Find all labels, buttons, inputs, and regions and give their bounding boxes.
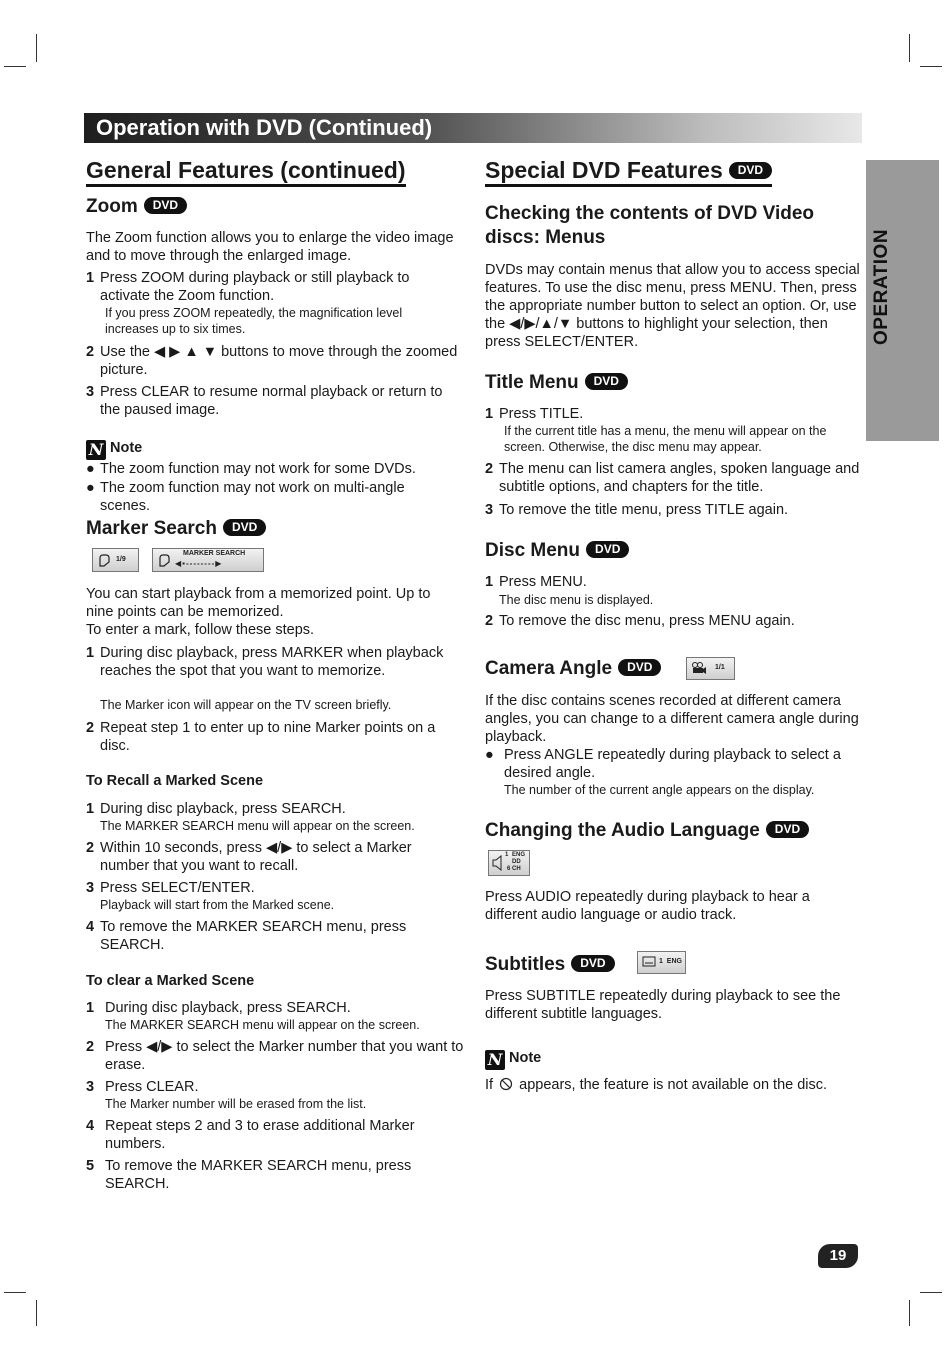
page-number: 19	[818, 1244, 858, 1268]
list-item	[86, 839, 464, 875]
step-number: 2	[86, 344, 95, 360]
camera-angle-heading	[485, 657, 661, 681]
marker-search-osd	[152, 548, 264, 572]
step-text: To remove the MARKER SEARCH menu, press SEARCH.	[100, 919, 407, 953]
list-item	[485, 573, 861, 591]
clear-heading: To clear a Marked Scene	[86, 973, 255, 989]
prohibited-icon	[499, 1077, 513, 1091]
special-features-title: Special DVD Features	[485, 157, 723, 183]
step-number: 1	[485, 574, 494, 590]
list-item	[86, 644, 458, 680]
dvd-badge: DVD	[618, 659, 661, 676]
step-text: Press ZOOM during playback or still playback to activate the Zoom function.	[100, 270, 410, 304]
dvd-badge: DVD	[585, 373, 628, 390]
zoom-intro: The Zoom function allows you to enlarge the video image and to move through the enlarged image.	[86, 230, 454, 264]
step-number: 4	[86, 919, 95, 935]
note-label: Note	[509, 1050, 542, 1066]
audio-language: ENG	[512, 852, 526, 858]
step-number: 2	[86, 720, 95, 736]
list-item	[86, 1157, 458, 1193]
crop-mark	[4, 66, 26, 67]
dvd-badge: DVD	[571, 955, 614, 972]
bullet-text: Press ANGLE repeatedly during playback to select a desired angle.	[504, 747, 841, 781]
step-subtext: If you press ZOOM repeatedly, the magnification level increases up to six times.	[105, 306, 403, 336]
step-number: 1	[86, 1000, 95, 1016]
step-subtext: The Marker number will be erased from the list.	[105, 1097, 367, 1111]
angle-count: 1/1	[715, 664, 725, 671]
step-text: During disc playback, press SEARCH.	[105, 1000, 351, 1016]
section-tab-label: OPERATION	[871, 228, 892, 345]
step-text: During disc playback, press MARKER when playback reaches the spot that you want to memorize.	[100, 645, 444, 679]
note-icon: N	[485, 1050, 505, 1070]
note-suffix: appears, the feature is not available on the disc.	[519, 1077, 828, 1093]
disc-menu-heading	[485, 539, 629, 563]
marker-count: 1/9	[116, 556, 126, 563]
audio-text: Press AUDIO repeatedly during playback to hear a different audio language or audio track.	[485, 889, 810, 923]
audio-heading	[485, 819, 809, 843]
menus-heading: Checking the contents of DVD Video discs: Menus	[485, 203, 815, 248]
step-number: 1	[86, 801, 95, 817]
title-menu-heading	[485, 371, 628, 395]
audio-track-number: 1	[505, 852, 509, 858]
step-text: To remove the disc menu, press MENU again.	[499, 613, 795, 629]
list-item	[86, 460, 458, 478]
marker-hand-icon	[157, 552, 171, 568]
crop-mark	[909, 1300, 910, 1326]
step-text: Press SELECT/ENTER.	[100, 880, 255, 896]
step-number: 3	[86, 384, 95, 400]
list-item	[485, 612, 861, 630]
step-number: 2	[485, 461, 494, 477]
step-text: During disc playback, press SEARCH.	[100, 801, 346, 817]
menus-text: DVDs may contain menus that allow you to access special features. To use the disc menu, press MENU. Then, press the appropriate number button to select an option. Or, use the ◀/▶/▲/▼ buttons to highlight your selection, then press SELECT/ENTER.	[485, 262, 860, 350]
step-text: Repeat steps 2 and 3 to erase additional Marker numbers.	[105, 1118, 415, 1152]
note-heading	[86, 439, 142, 460]
step-number: 1	[485, 406, 494, 422]
subtitle-osd	[637, 951, 686, 974]
note-prefix: If	[485, 1077, 494, 1093]
step-number: 3	[485, 502, 494, 518]
page-title: Operation with DVD (Continued)	[96, 115, 433, 140]
step-text: Repeat step 1 to enter up to nine Marker points on a disc.	[100, 720, 436, 754]
step-text: Use the ◀ ▶ ▲ ▼ buttons to move through the zoomed picture.	[100, 344, 458, 378]
list-item	[485, 460, 861, 496]
zoom-heading	[86, 195, 187, 219]
audio-osd	[488, 850, 530, 876]
title-menu-title: Title Menu	[485, 372, 579, 393]
marker-search-heading	[86, 517, 266, 541]
dvd-badge: DVD	[223, 519, 266, 536]
step-text: Press CLEAR to resume normal playback or return to the paused image.	[100, 384, 443, 418]
list-item	[86, 999, 464, 1017]
angle-osd	[686, 657, 735, 680]
audio-title: Changing the Audio Language	[485, 820, 760, 841]
step-text: Press MENU.	[499, 574, 587, 590]
step-subtext: The MARKER SEARCH menu will appear on the screen.	[105, 1018, 420, 1032]
subtitle-language: 1 ENG	[659, 958, 682, 965]
speaker-icon	[492, 855, 504, 871]
list-item	[86, 343, 458, 379]
list-item	[86, 918, 458, 954]
audio-format: DD	[512, 859, 521, 865]
recall-heading: To Recall a Marked Scene	[86, 773, 264, 789]
list-item	[485, 746, 861, 782]
list-item	[485, 501, 861, 519]
note-label: Note	[110, 440, 143, 456]
subtitles-text: Press SUBTITLE repeatedly during playback to see the different subtitle languages.	[485, 988, 841, 1022]
marker-intro: You can start playback from a memorized point. Up to nine points can be memorized.	[86, 586, 431, 620]
list-item	[86, 800, 458, 818]
disc-menu-title: Disc Menu	[485, 540, 581, 561]
dvd-badge: DVD	[586, 541, 629, 558]
marker-search-title: Marker Search	[86, 518, 217, 539]
step-text: Press TITLE.	[499, 406, 584, 422]
step-text: Press ◀/▶ to select the Marker number that you want to erase.	[105, 1039, 464, 1073]
crop-mark	[920, 1292, 942, 1293]
bullet-subtext: The number of the current angle appears on the display.	[504, 783, 815, 797]
bullet-icon: ●	[86, 480, 95, 496]
list-item	[86, 479, 458, 515]
crop-mark	[36, 1300, 37, 1326]
camera-icon	[691, 661, 707, 675]
section-heading	[485, 156, 772, 187]
step-number: 1	[86, 270, 95, 286]
step-text: To remove the title menu, press TITLE again.	[499, 502, 789, 518]
step-subtext: If the current title has a menu, the menu will appear on the screen. Otherwise, the disc menu may appear.	[504, 424, 827, 454]
note-text	[485, 1076, 861, 1094]
list-item	[86, 1078, 464, 1096]
audio-channels: 6 CH	[507, 866, 521, 872]
dvd-badge: DVD	[729, 162, 772, 179]
note-heading	[485, 1049, 541, 1070]
subtitles-heading	[485, 953, 615, 977]
marker-osd	[92, 548, 139, 572]
crop-mark	[909, 34, 910, 62]
list-item	[86, 1117, 458, 1153]
step-number: 1	[86, 645, 95, 661]
list-item	[86, 719, 458, 755]
step-number: 5	[86, 1158, 95, 1174]
crop-mark	[36, 34, 37, 62]
subtitles-title: Subtitles	[485, 954, 566, 975]
crop-mark	[4, 1292, 26, 1293]
step-subtext: The disc menu is displayed.	[499, 593, 654, 607]
note-text: The zoom function may not work for some DVDs.	[100, 461, 416, 477]
camera-text: If the disc contains scenes recorded at different camera angles, you can change to a different camera angle during playback.	[485, 693, 859, 745]
crop-mark	[920, 66, 942, 67]
dvd-badge: DVD	[144, 197, 187, 214]
bullet-icon: ●	[485, 747, 494, 763]
list-item	[86, 1038, 464, 1074]
list-item	[86, 383, 458, 419]
note-icon: N	[86, 440, 106, 460]
step-number: 2	[485, 613, 494, 629]
bullet-icon: ●	[86, 461, 95, 477]
step-text: To remove the MARKER SEARCH menu, press SEARCH.	[105, 1158, 412, 1192]
marker-search-label: MARKER SEARCH	[183, 550, 246, 557]
step-subtext: The MARKER SEARCH menu will appear on the screen.	[100, 819, 415, 833]
list-item	[86, 269, 458, 305]
step-text: The menu can list camera angles, spoken language and subtitle options, and chapters for the title.	[499, 461, 860, 495]
note-text: The zoom function may not work on multi-angle scenes.	[100, 480, 405, 514]
step-subtext: The Marker icon will appear on the TV screen briefly.	[100, 698, 392, 712]
section-heading: General Features (continued)	[86, 156, 406, 187]
list-item	[86, 879, 458, 897]
dvd-badge: DVD	[766, 821, 809, 838]
step-text: Within 10 seconds, press ◀/▶ to select a Marker number that you want to recall.	[100, 840, 412, 874]
list-item	[485, 405, 861, 423]
camera-angle-title: Camera Angle	[485, 658, 613, 679]
step-number: 4	[86, 1118, 95, 1134]
zoom-title: Zoom	[86, 196, 138, 217]
marker-slots: ◀▪‑‑‑‑‑‑‑‑▶	[175, 559, 223, 568]
step-number: 3	[86, 1079, 95, 1095]
step-number: 2	[86, 1039, 95, 1055]
step-subtext: Playback will start from the Marked scene.	[100, 898, 335, 912]
marker-hand-icon	[97, 552, 111, 568]
subtitle-icon	[642, 956, 656, 968]
marker-intro-2: To enter a mark, follow these steps.	[86, 622, 315, 638]
step-number: 3	[86, 880, 95, 896]
step-text: Press CLEAR.	[105, 1079, 199, 1095]
step-number: 2	[86, 840, 95, 856]
